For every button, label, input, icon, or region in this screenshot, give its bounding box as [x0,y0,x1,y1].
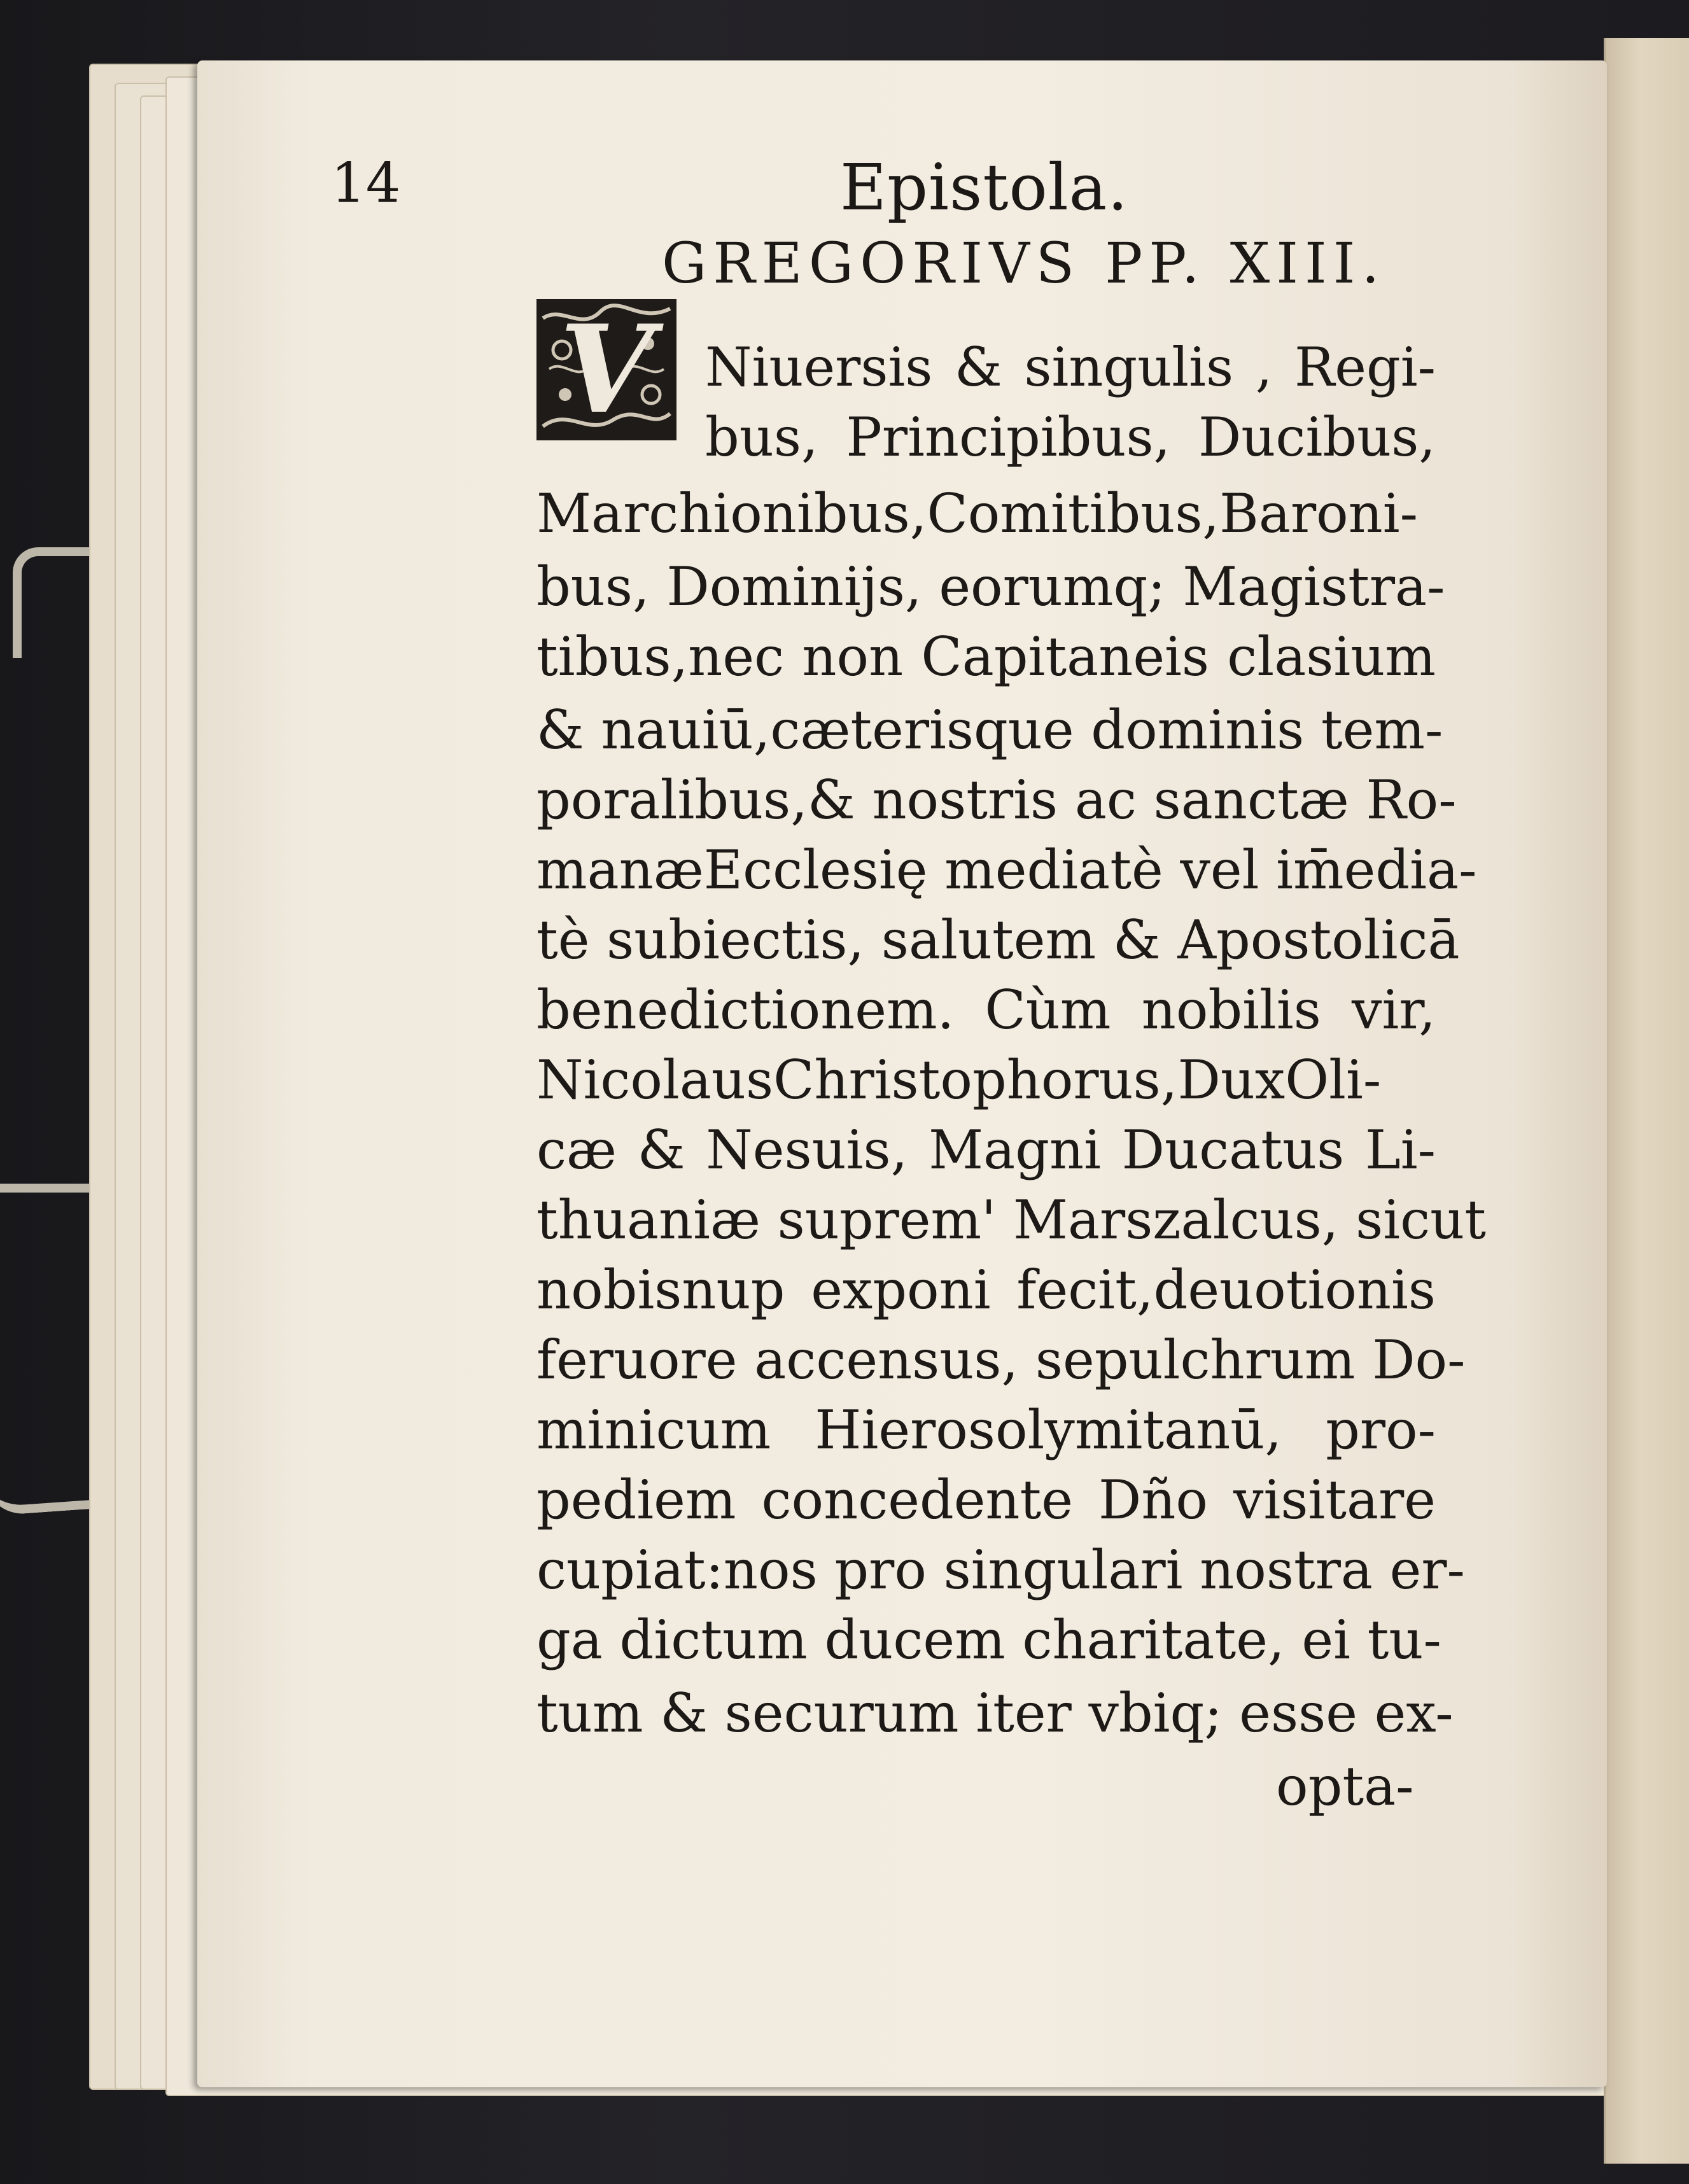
text-line: NicolausChristophorus,DuxOli- [536,1049,1382,1111]
facing-page-edge [1604,38,1689,2164]
text-line: bus, Principibus, Ducibus, [705,406,1436,468]
text-line: Marchionibus,Comitibus,Baroni- [536,482,1419,545]
text-line: cupiat:nos pro singulari nostra er- [536,1539,1465,1601]
text-line: pediem concedente Dño visitare [536,1469,1436,1531]
text-line: bus, Dominijs, eorumq; Magistra- [536,556,1445,618]
running-title: Epistola. [840,150,1129,225]
text-line: tibus,nec non Capitaneis clasium [536,626,1436,688]
text-line: benedictionem. Cùm nobilis vir, [536,979,1436,1041]
initial-letter: V [559,299,654,440]
page-number: 14 [331,151,401,215]
text-line: tè subiectis, salutem & Apostolicā [536,909,1460,971]
text-line: & nauiū,cæterisque dominis tem- [536,699,1443,761]
text-line: nobisnup exponi fecit,deuotionis [536,1259,1436,1321]
text-line: cæ & Nesuis, Magni Ducatus Li- [536,1119,1436,1181]
text-line: manæEcclesię mediatè vel im̄edia- [536,839,1477,901]
decorated-initial [536,299,676,440]
text-line: ga dictum ducem charitate, ei tu- [536,1609,1441,1671]
text-line: poralibus,& nostris ac sanctæ Ro- [536,769,1457,831]
catchword: opta- [1276,1755,1414,1817]
text-line: Niuersis & singulis , Regi- [705,336,1436,398]
document-heading: GREGORIVS PP. XIII. [662,230,1386,296]
text-line: minicum Hierosolymitanū, pro- [536,1399,1436,1461]
text-line: tum & securum iter vbiq; esse ex- [536,1682,1454,1744]
text-line: thuaniæ suprem' Marszalcus, sicut [536,1189,1487,1251]
text-line: feruore accensus, sepulchrum Do- [536,1329,1466,1391]
